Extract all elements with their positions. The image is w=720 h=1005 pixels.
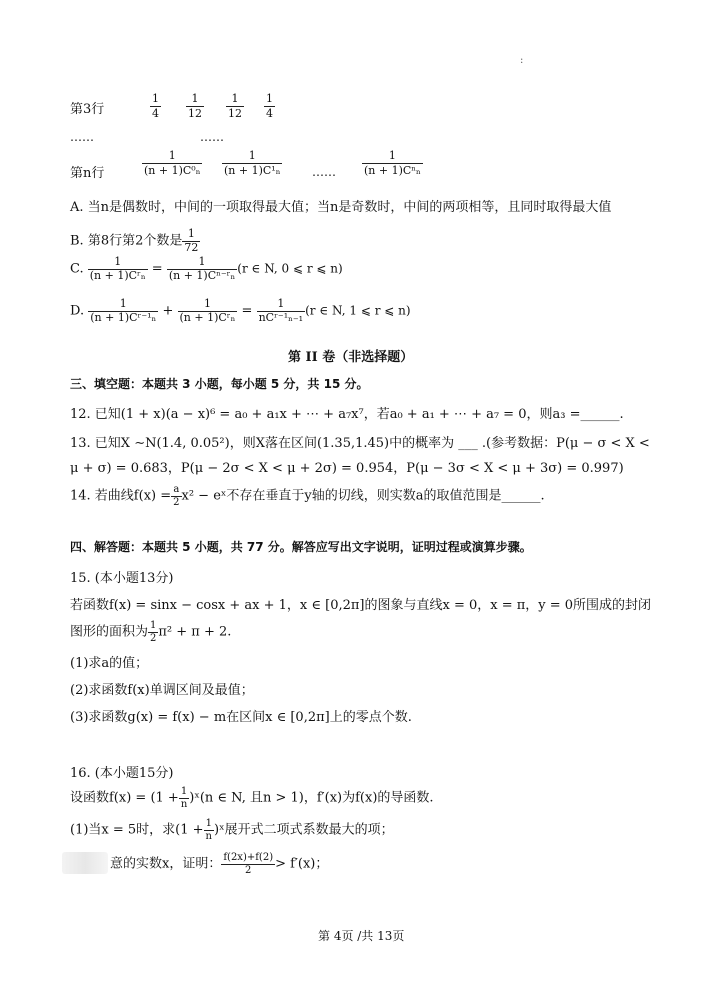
option-a: A. 当n是偶数时，中间的一项取得最大值；当n是奇数时，中间的两项相等，且同时取得最大值 bbox=[70, 200, 612, 215]
blurred-region bbox=[62, 852, 108, 874]
q16-part1: (1)当x = 5时，求(1 + $\frac{1}{n}$ )ˣ展开式二项式系数最大的项； bbox=[70, 818, 394, 842]
row3-frac-3: $\frac{1}{12}$ bbox=[228, 92, 242, 121]
q15-part2: (2)求函数f(x)单调区间及最值； bbox=[70, 683, 254, 698]
row3-frac-2: $\frac{1}{12}$ bbox=[188, 92, 202, 121]
row3-frac-4: $\frac{1}{4}$ bbox=[266, 92, 273, 121]
rown-label: 第n行 bbox=[70, 166, 105, 181]
q16-title: 16. (本小题15分) bbox=[70, 766, 174, 781]
q13-line2: μ + σ) = 0.683，P(μ − 2σ < X < μ + 2σ) = 0.954，P(μ − 3σ < X < μ + 3σ) = 0.997) bbox=[70, 461, 624, 476]
q15-part3: (3)求函数g(x) = f(x) − m在区间x ∈ [0,2π]上的零点个数. bbox=[70, 710, 412, 725]
row3-label: 第3行 bbox=[70, 102, 105, 117]
section2-title: 第 II 卷（非选择题） bbox=[288, 350, 414, 365]
q12: 12. 已知(1 + x)(a − x)⁶ = a₀ + a₁x + ⋯ + a₇x⁷，若a₀ + a₁ + ⋯ + a₇ = 0，则a₃ =______. bbox=[70, 407, 624, 422]
q16-line1: 设函数f(x) = (1 + $\frac{1}{n}$ )ˣ(n ∈ N, 且n > 1)，f′(x)为f(x)的导函数. bbox=[70, 786, 434, 810]
rown-frac-3: 1 (n + 1)Cⁿₙ bbox=[364, 149, 421, 178]
q15-line1: 若函数f(x) = sinx − cosx + ax + 1，x ∈ [0,2π]的图象与直线x = 0，x = π，y = 0所围成的封闭 bbox=[70, 598, 652, 613]
page-footer: 第 4页 /共 13页 bbox=[318, 929, 405, 943]
q15-title: 15. (本小题13分) bbox=[70, 571, 174, 586]
rown-frac-1: $\frac{1}{\text{(n + 1)C⁰ₙ}}$ bbox=[144, 149, 201, 178]
q15-part1: (1)求a的值； bbox=[70, 656, 149, 671]
rown-frac-2: $\frac{1}{\text{(n + 1)C¹ₙ}}$ bbox=[224, 149, 281, 178]
option-b: B. 第8行第2个数是 $\frac{1}{72}$ bbox=[70, 227, 199, 254]
row3-frac-1: $\frac{1}{4}$ bbox=[152, 92, 159, 121]
ellipsis-left: …… bbox=[70, 130, 94, 144]
q13-line1: 13. 已知X ∼N(1.4, 0.05²)，则X落在区间(1.35,1.45)中的概率为 ___ .(参考数据：P(μ − σ < X < bbox=[70, 436, 650, 451]
fill-heading: 三、填空题：本题共 3 小题，每小题 5 分，共 15 分。 bbox=[70, 377, 369, 391]
q15-line2: 图形的面积为 $\frac{1}{2}$ π² + π + 2. bbox=[70, 620, 232, 644]
option-d: D. $\frac{1}{\text{(n + 1)Cʳ⁻¹ₙ}}$ + $\frac{1}{\text{(n + 1)Cʳₙ}}$ = $\frac{1}{\text{nCʳ⁻¹ₙ₋₁}}$ (r ∈ N, 1 ⩽ r ⩽ n) bbox=[70, 297, 411, 324]
rown-ellipsis: …… bbox=[312, 165, 336, 179]
q16-part2: 意的实数x，证明： $\frac{f(2x)+f(2)}{2}$ > f′(x)； bbox=[110, 852, 329, 876]
ellipsis-mid: …… bbox=[200, 130, 224, 144]
header-mark: : bbox=[520, 55, 524, 66]
answer-heading: 四、解答题：本题共 5 小题，共 77 分。解答应写出文字说明，证明过程或演算步骤。 bbox=[70, 540, 532, 554]
q14: 14. 若曲线f(x) = $\frac{a}{2}$ x² − eˣ不存在垂直于y轴的切线，则实数a的取值范围是______. bbox=[70, 484, 545, 508]
option-c: C. $\frac{1}{\text{(n + 1)Cʳₙ}}$ = $\frac{1}{\text{(n + 1)Cⁿ⁻ʳₙ}}$ (r ∈ N, 0 ⩽ r ⩽ n) bbox=[70, 255, 343, 282]
